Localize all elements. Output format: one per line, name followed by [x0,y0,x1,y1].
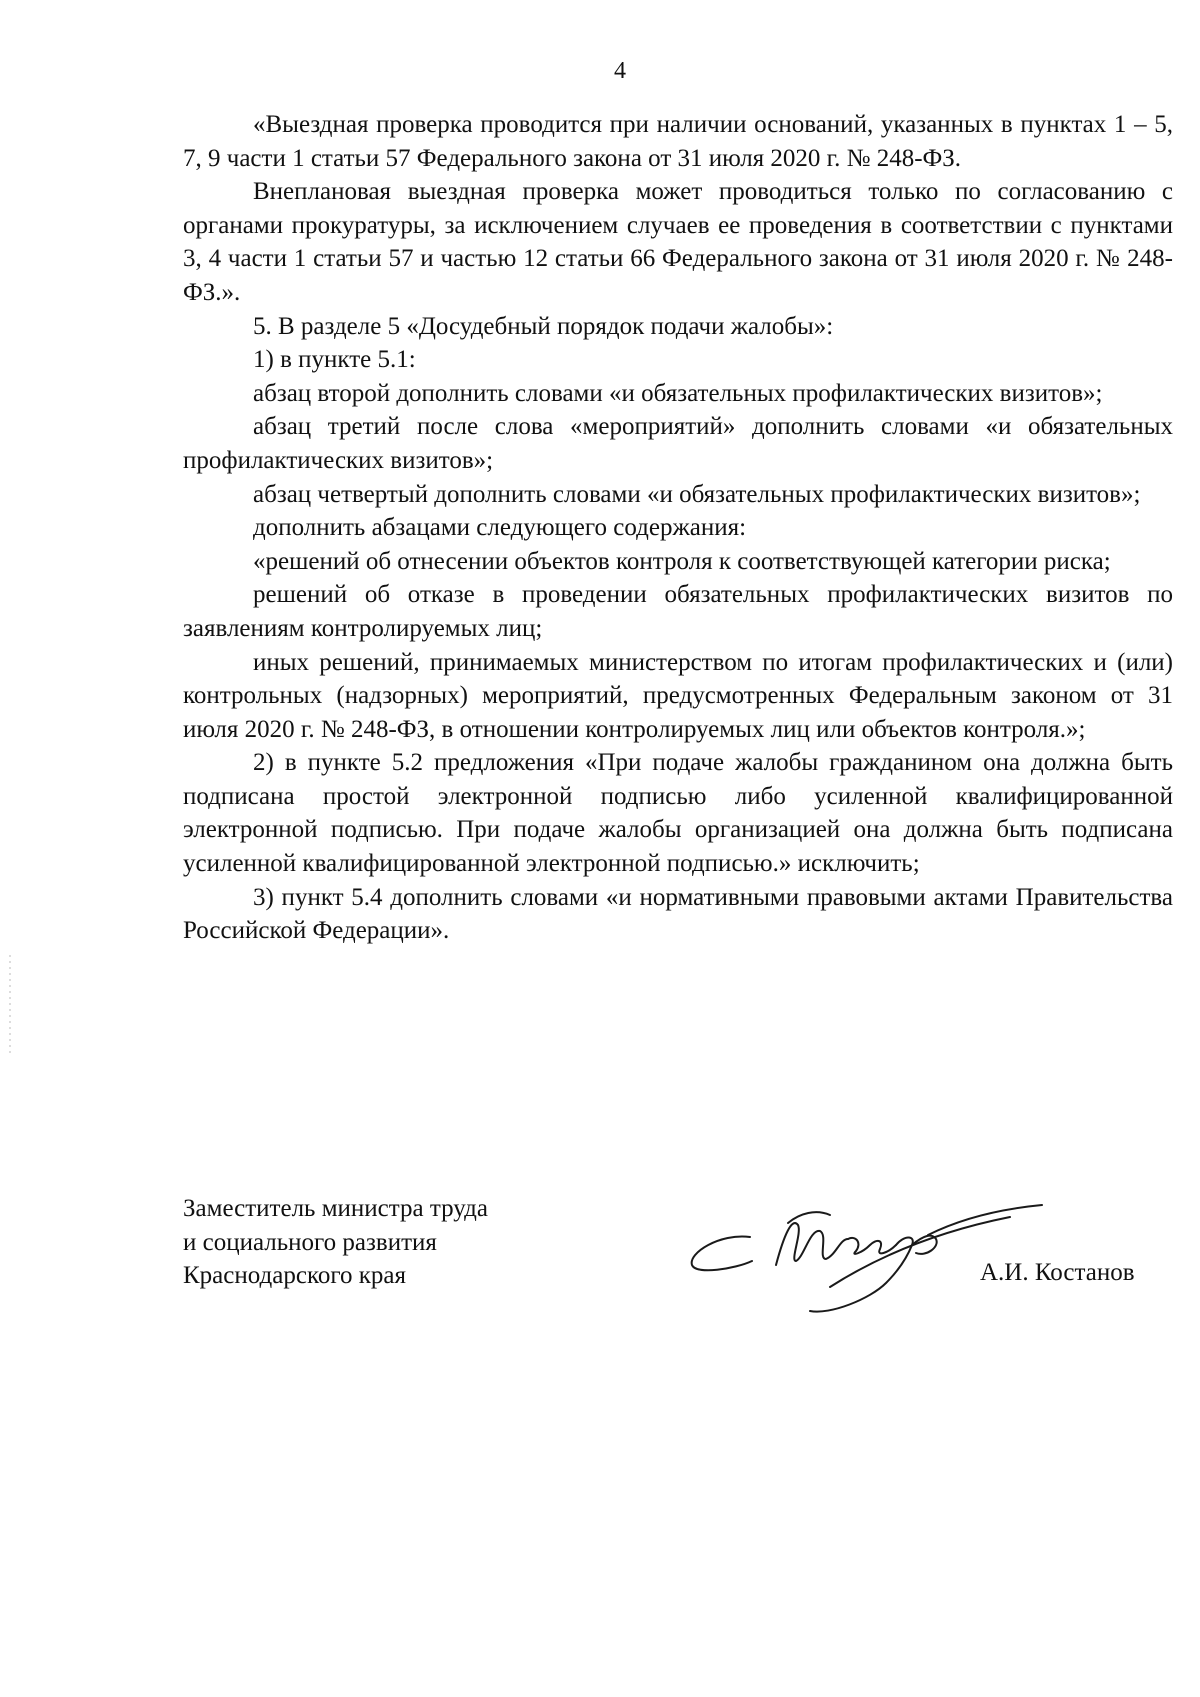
scan-artifact [8,955,12,1055]
signatory-title [183,1192,488,1293]
paragraph: Внеплановая выездная проверка может проводиться только по согласованию с органами прокуратуры, за исключением случаев ее проведения в соответствии с пунктами 3, 4 части 1 статьи 57 и частью 12 статьи 66 Федерального закона от 31 июля 2020 г. № 248-ФЗ.». [183,178,1173,306]
paragraph: иных решений, принимаемых министерством по итогам профилактических и (или) контрольных (надзорных) мероприятий, предусмотренных Федеральным законом от 31 июля 2020 г. № 248-ФЗ, в отношении контролируемых лиц или объектов контроля.»; [183,648,1173,743]
signatory-name: А.И. Костанов [980,1259,1135,1286]
paragraph: абзац четвертый дополнить словами «и обязательных профилактических визитов»; [253,480,1141,508]
signatory-title-line: Краснодарского края [183,1262,406,1290]
paragraph: абзац второй дополнить словами «и обязательных профилактических визитов»; [253,379,1103,407]
paragraph: 1) в пункте 5.1: [253,346,416,374]
paragraph: 5. В разделе 5 «Досудебный порядок подачи жалобы»: [253,312,834,340]
paragraph: решений об отказе в проведении обязательных профилактических визитов по заявлениям контролируемых лиц; [183,581,1173,642]
signatory-title-line: и социального развития [183,1228,437,1256]
handwritten-signature [680,1195,1060,1315]
page-number: 4 [614,58,626,84]
signatory-title-line: Заместитель министра труда [183,1195,488,1222]
paragraph: абзац третий после слова «мероприятий» дополнить словами «и обязательных профилактических визитов»; [183,413,1173,474]
paragraph: 3) пункт 5.4 дополнить словами «и нормативными правовыми актами Правительства Российской Федерации». [183,883,1173,945]
paragraph: «Выездная проверка проводится при наличии оснований, указанных в пунктах 1 – 5, 7, 9 части 1 статьи 57 Федерального закона от 31 июля 2020 г. № 248-ФЗ. [183,111,1173,172]
paragraph: «решений об отнесении объектов контроля к соответствующей категории риска; [253,547,1111,575]
document-body [183,108,1173,948]
paragraph: дополнить абзацами следующего содержания: [253,514,747,542]
paragraph: 2) в пункте 5.2 предложения «При подаче жалобы гражданином она должна быть подписана простой электронной подписью либо усиленной квалифицированной электронной подписью. При подаче жалобы организацией она должна быть подписана усиленной квалифицированной электронной подписью.» исключить; [183,749,1173,878]
